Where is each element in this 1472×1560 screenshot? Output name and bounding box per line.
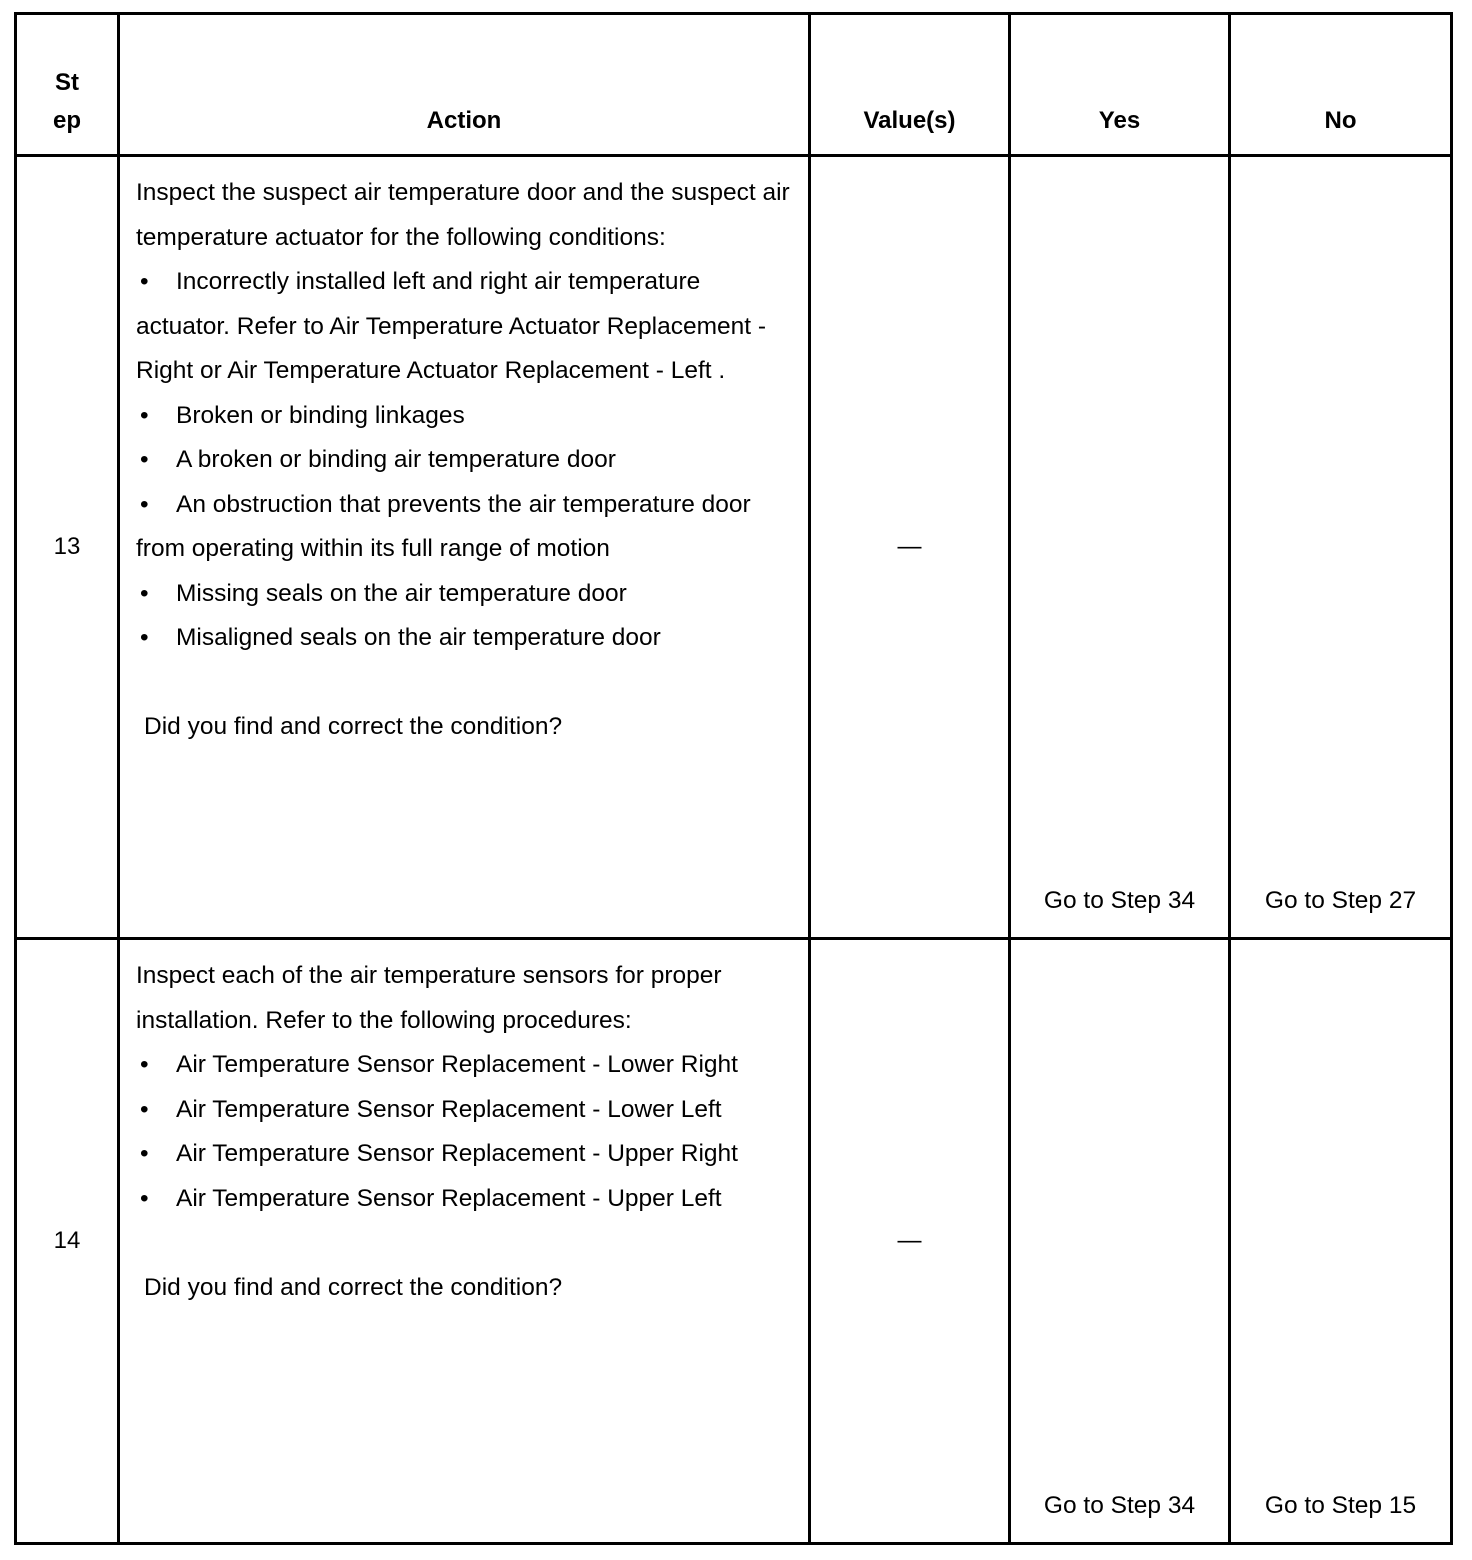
header-yes: Yes xyxy=(1010,14,1230,156)
value-cell: — xyxy=(810,156,1010,939)
step-number: 14 xyxy=(16,939,119,1544)
header-action: Action xyxy=(119,14,810,156)
list-item: • An obstruction that prevents the air temperature door from operating within its full range of motion xyxy=(136,490,751,562)
list-item: • Air Temperature Sensor Replacement - Upper Left xyxy=(140,1184,722,1212)
header-values: Value(s) xyxy=(810,14,1010,156)
action-question: Did you find and correct the condition? xyxy=(144,1273,563,1301)
action-question: Did you find and correct the condition? xyxy=(144,713,563,740)
action-cell xyxy=(119,156,810,939)
header-no: No xyxy=(1230,14,1452,156)
no-cell: Go to Step 27 xyxy=(1230,156,1452,939)
no-cell: Go to Step 15 xyxy=(1230,939,1452,1544)
header-row xyxy=(16,14,1452,156)
yes-cell: Go to Step 34 xyxy=(1010,156,1230,939)
action-intro: Inspect the suspect air temperature door and the suspect air temperature actuator for the following conditions: xyxy=(136,179,790,251)
list-item: • A broken or binding air temperature door xyxy=(140,446,616,473)
diagnostic-table xyxy=(14,12,1453,1545)
action-intro: Inspect each of the air temperature sensors for proper installation. Refer to the following procedures: xyxy=(136,962,722,1034)
list-item: • Missing seals on the air temperature door xyxy=(140,579,627,607)
table-row xyxy=(16,939,1452,1544)
list-item: • Air Temperature Sensor Replacement - Lower Left xyxy=(140,1095,722,1123)
yes-cell: Go to Step 34 xyxy=(1010,939,1230,1544)
list-item: • Misaligned seals on the air temperature door xyxy=(140,624,661,651)
list-item: • Air Temperature Sensor Replacement - Upper Right xyxy=(140,1140,738,1167)
action-cell xyxy=(119,939,810,1544)
step-number: 13 xyxy=(16,156,119,939)
list-item: • Incorrectly installed left and right air temperature actuator. Refer to Air Temperature Actuator Replacement - Right or Air Temperature Actuator Replacement - Left . xyxy=(136,268,767,384)
value-cell: — xyxy=(810,939,1010,1544)
list-item: • Broken or binding linkages xyxy=(140,401,465,429)
header-step: St ep xyxy=(16,14,119,156)
list-item: • Air Temperature Sensor Replacement - Lower Right xyxy=(140,1051,738,1078)
table-row xyxy=(16,156,1452,939)
